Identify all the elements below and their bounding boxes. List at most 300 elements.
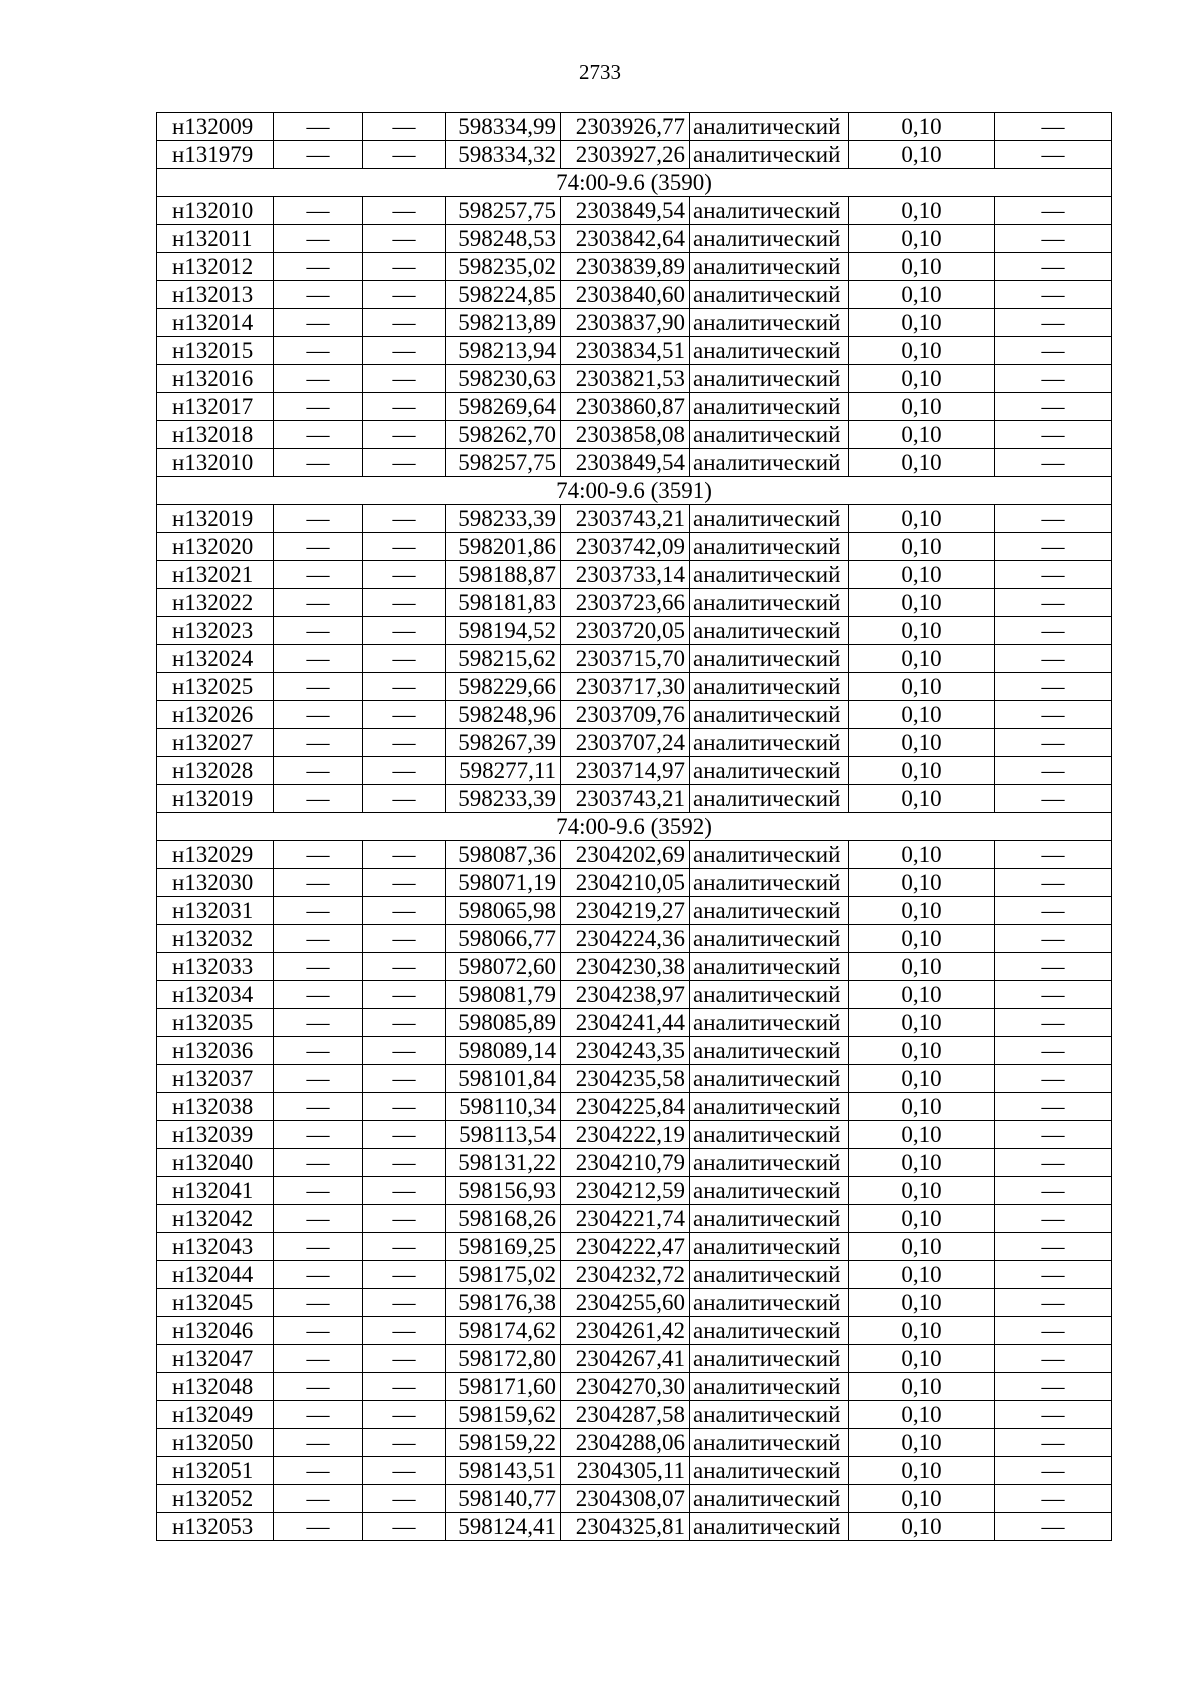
accuracy-cell: 0,10 (849, 785, 995, 813)
y-coordinate-cell: 2304325,81 (561, 1513, 690, 1541)
table-row (157, 869, 1112, 897)
description-cell: — (995, 1429, 1112, 1457)
y-coordinate-cell: 2304238,97 (561, 981, 690, 1009)
method-cell: аналитический (690, 589, 849, 617)
point-name-cell: н132020 (157, 533, 274, 561)
old-y-cell: — (363, 1373, 446, 1401)
old-y-cell: — (363, 925, 446, 953)
old-y-cell: — (363, 757, 446, 785)
point-name-cell: н132021 (157, 561, 274, 589)
method-cell: аналитический (690, 673, 849, 701)
old-y-cell: — (363, 589, 446, 617)
accuracy-cell: 0,10 (849, 1233, 995, 1261)
description-cell: — (995, 561, 1112, 589)
y-coordinate-cell: 2304230,38 (561, 953, 690, 981)
method-cell: аналитический (690, 1373, 849, 1401)
old-x-cell: — (274, 1149, 363, 1177)
old-y-cell: — (363, 393, 446, 421)
x-coordinate-cell: 598159,62 (446, 1401, 561, 1429)
x-coordinate-cell: 598174,62 (446, 1317, 561, 1345)
method-cell: аналитический (690, 1261, 849, 1289)
x-coordinate-cell: 598143,51 (446, 1457, 561, 1485)
point-name-cell: н132038 (157, 1093, 274, 1121)
table-row (157, 1429, 1112, 1457)
method-cell: аналитический (690, 197, 849, 225)
x-coordinate-cell: 598168,26 (446, 1205, 561, 1233)
description-cell: — (995, 645, 1112, 673)
method-cell: аналитический (690, 1485, 849, 1513)
table-row (157, 1093, 1112, 1121)
old-x-cell: — (274, 365, 363, 393)
table-row (157, 1037, 1112, 1065)
y-coordinate-cell: 2304225,84 (561, 1093, 690, 1121)
x-coordinate-cell: 598233,39 (446, 505, 561, 533)
x-coordinate-cell: 598140,77 (446, 1485, 561, 1513)
description-cell: — (995, 225, 1112, 253)
table-row (157, 309, 1112, 337)
description-cell: — (995, 701, 1112, 729)
x-coordinate-cell: 598224,85 (446, 281, 561, 309)
x-coordinate-cell: 598334,32 (446, 141, 561, 169)
description-cell: — (995, 589, 1112, 617)
old-x-cell: — (274, 561, 363, 589)
point-name-cell: н132046 (157, 1317, 274, 1345)
point-name-cell: н132010 (157, 449, 274, 477)
y-coordinate-cell: 2303860,87 (561, 393, 690, 421)
table-row (157, 225, 1112, 253)
description-cell: — (995, 421, 1112, 449)
accuracy-cell: 0,10 (849, 1065, 995, 1093)
old-y-cell: — (363, 785, 446, 813)
description-cell: — (995, 841, 1112, 869)
old-y-cell: — (363, 1261, 446, 1289)
x-coordinate-cell: 598257,75 (446, 197, 561, 225)
y-coordinate-cell: 2303849,54 (561, 197, 690, 225)
y-coordinate-cell: 2304267,41 (561, 1345, 690, 1373)
description-cell: — (995, 449, 1112, 477)
old-y-cell: — (363, 1037, 446, 1065)
point-name-cell: н132050 (157, 1429, 274, 1457)
method-cell: аналитический (690, 785, 849, 813)
method-cell: аналитический (690, 1401, 849, 1429)
method-cell: аналитический (690, 925, 849, 953)
accuracy-cell: 0,10 (849, 589, 995, 617)
description-cell: — (995, 1009, 1112, 1037)
accuracy-cell: 0,10 (849, 925, 995, 953)
accuracy-cell: 0,10 (849, 421, 995, 449)
old-y-cell: — (363, 897, 446, 925)
old-x-cell: — (274, 281, 363, 309)
description-cell: — (995, 505, 1112, 533)
accuracy-cell: 0,10 (849, 197, 995, 225)
description-cell: — (995, 925, 1112, 953)
y-coordinate-cell: 2304261,42 (561, 1317, 690, 1345)
table-row (157, 1065, 1112, 1093)
table-row (157, 113, 1112, 141)
table-row (157, 1261, 1112, 1289)
table-body (157, 113, 1112, 1541)
y-coordinate-cell: 2303733,14 (561, 561, 690, 589)
method-cell: аналитический (690, 505, 849, 533)
point-name-cell: н132028 (157, 757, 274, 785)
x-coordinate-cell: 598072,60 (446, 953, 561, 981)
point-name-cell: н132024 (157, 645, 274, 673)
y-coordinate-cell: 2303858,08 (561, 421, 690, 449)
method-cell: аналитический (690, 337, 849, 365)
method-cell: аналитический (690, 645, 849, 673)
old-y-cell: — (363, 505, 446, 533)
table-row (157, 981, 1112, 1009)
old-x-cell: — (274, 1373, 363, 1401)
old-x-cell: — (274, 225, 363, 253)
x-coordinate-cell: 598334,99 (446, 113, 561, 141)
description-cell: — (995, 1345, 1112, 1373)
old-y-cell: — (363, 449, 446, 477)
old-x-cell: — (274, 1401, 363, 1429)
table-row (157, 729, 1112, 757)
y-coordinate-cell: 2304270,30 (561, 1373, 690, 1401)
table-row (157, 757, 1112, 785)
y-coordinate-cell: 2303743,21 (561, 785, 690, 813)
accuracy-cell: 0,10 (849, 253, 995, 281)
old-y-cell: — (363, 1233, 446, 1261)
old-x-cell: — (274, 1093, 363, 1121)
old-y-cell: — (363, 141, 446, 169)
old-y-cell: — (363, 561, 446, 589)
x-coordinate-cell: 598181,83 (446, 589, 561, 617)
section-header-row (157, 813, 1112, 841)
accuracy-cell: 0,10 (849, 309, 995, 337)
coordinates-table (156, 112, 1112, 1541)
x-coordinate-cell: 598215,62 (446, 645, 561, 673)
method-cell: аналитический (690, 1317, 849, 1345)
old-x-cell: — (274, 1121, 363, 1149)
y-coordinate-cell: 2303717,30 (561, 673, 690, 701)
point-name-cell: н132023 (157, 617, 274, 645)
x-coordinate-cell: 598071,19 (446, 869, 561, 897)
point-name-cell: н132043 (157, 1233, 274, 1261)
method-cell: аналитический (690, 1429, 849, 1457)
y-coordinate-cell: 2304308,07 (561, 1485, 690, 1513)
old-x-cell: — (274, 645, 363, 673)
y-coordinate-cell: 2303839,89 (561, 253, 690, 281)
y-coordinate-cell: 2303834,51 (561, 337, 690, 365)
method-cell: аналитический (690, 421, 849, 449)
description-cell: — (995, 393, 1112, 421)
table-row (157, 1317, 1112, 1345)
description-cell: — (995, 365, 1112, 393)
table-row (157, 1121, 1112, 1149)
old-y-cell: — (363, 253, 446, 281)
method-cell: аналитический (690, 1177, 849, 1205)
x-coordinate-cell: 598213,89 (446, 309, 561, 337)
description-cell: — (995, 729, 1112, 757)
x-coordinate-cell: 598230,63 (446, 365, 561, 393)
x-coordinate-cell: 598175,02 (446, 1261, 561, 1289)
table-row (157, 421, 1112, 449)
x-coordinate-cell: 598110,34 (446, 1093, 561, 1121)
y-coordinate-cell: 2303723,66 (561, 589, 690, 617)
y-coordinate-cell: 2303714,97 (561, 757, 690, 785)
point-name-cell: н132012 (157, 253, 274, 281)
table-row (157, 701, 1112, 729)
old-x-cell: — (274, 1317, 363, 1345)
old-y-cell: — (363, 309, 446, 337)
old-x-cell: — (274, 589, 363, 617)
method-cell: аналитический (690, 533, 849, 561)
table-row (157, 1177, 1112, 1205)
y-coordinate-cell: 2303840,60 (561, 281, 690, 309)
accuracy-cell: 0,10 (849, 869, 995, 897)
method-cell: аналитический (690, 841, 849, 869)
old-x-cell: — (274, 309, 363, 337)
method-cell: аналитический (690, 365, 849, 393)
old-x-cell: — (274, 701, 363, 729)
accuracy-cell: 0,10 (849, 561, 995, 589)
table-row (157, 1205, 1112, 1233)
description-cell: — (995, 757, 1112, 785)
x-coordinate-cell: 598176,38 (446, 1289, 561, 1317)
old-x-cell: — (274, 673, 363, 701)
method-cell: аналитический (690, 1149, 849, 1177)
description-cell: — (995, 897, 1112, 925)
point-name-cell: н132045 (157, 1289, 274, 1317)
x-coordinate-cell: 598235,02 (446, 253, 561, 281)
description-cell: — (995, 1401, 1112, 1429)
description-cell: — (995, 1513, 1112, 1541)
old-y-cell: — (363, 1205, 446, 1233)
point-name-cell: н132049 (157, 1401, 274, 1429)
accuracy-cell: 0,10 (849, 113, 995, 141)
accuracy-cell: 0,10 (849, 141, 995, 169)
method-cell: аналитический (690, 981, 849, 1009)
table-row (157, 841, 1112, 869)
accuracy-cell: 0,10 (849, 449, 995, 477)
accuracy-cell: 0,10 (849, 1457, 995, 1485)
old-x-cell: — (274, 1429, 363, 1457)
point-name-cell: н132047 (157, 1345, 274, 1373)
accuracy-cell: 0,10 (849, 1317, 995, 1345)
table-row (157, 785, 1112, 813)
description-cell: — (995, 1065, 1112, 1093)
method-cell: аналитический (690, 897, 849, 925)
method-cell: аналитический (690, 953, 849, 981)
point-name-cell: н132035 (157, 1009, 274, 1037)
old-x-cell: — (274, 421, 363, 449)
point-name-cell: н132025 (157, 673, 274, 701)
old-y-cell: — (363, 421, 446, 449)
old-x-cell: — (274, 1513, 363, 1541)
old-y-cell: — (363, 645, 446, 673)
point-name-cell: н132044 (157, 1261, 274, 1289)
accuracy-cell: 0,10 (849, 953, 995, 981)
accuracy-cell: 0,10 (849, 365, 995, 393)
table-row (157, 141, 1112, 169)
old-x-cell: — (274, 1037, 363, 1065)
old-y-cell: — (363, 1009, 446, 1037)
old-x-cell: — (274, 1485, 363, 1513)
y-coordinate-cell: 2304222,19 (561, 1121, 690, 1149)
method-cell: аналитический (690, 113, 849, 141)
old-y-cell: — (363, 225, 446, 253)
y-coordinate-cell: 2304232,72 (561, 1261, 690, 1289)
old-y-cell: — (363, 1093, 446, 1121)
point-name-cell: н132048 (157, 1373, 274, 1401)
point-name-cell: н132026 (157, 701, 274, 729)
method-cell: аналитический (690, 253, 849, 281)
x-coordinate-cell: 598113,54 (446, 1121, 561, 1149)
point-name-cell: н132017 (157, 393, 274, 421)
old-x-cell: — (274, 1065, 363, 1093)
old-y-cell: — (363, 1149, 446, 1177)
x-coordinate-cell: 598085,89 (446, 1009, 561, 1037)
table-row (157, 337, 1112, 365)
y-coordinate-cell: 2304235,58 (561, 1065, 690, 1093)
old-x-cell: — (274, 253, 363, 281)
point-name-cell: н132030 (157, 869, 274, 897)
x-coordinate-cell: 598169,25 (446, 1233, 561, 1261)
x-coordinate-cell: 598081,79 (446, 981, 561, 1009)
table-row (157, 1289, 1112, 1317)
table-row (157, 393, 1112, 421)
table-row (157, 197, 1112, 225)
old-x-cell: — (274, 1177, 363, 1205)
y-coordinate-cell: 2303707,24 (561, 729, 690, 757)
method-cell: аналитический (690, 1121, 849, 1149)
x-coordinate-cell: 598213,94 (446, 337, 561, 365)
method-cell: аналитический (690, 309, 849, 337)
y-coordinate-cell: 2303926,77 (561, 113, 690, 141)
accuracy-cell: 0,10 (849, 617, 995, 645)
x-coordinate-cell: 598248,96 (446, 701, 561, 729)
y-coordinate-cell: 2304212,59 (561, 1177, 690, 1205)
accuracy-cell: 0,10 (849, 225, 995, 253)
x-coordinate-cell: 598159,22 (446, 1429, 561, 1457)
y-coordinate-cell: 2304222,47 (561, 1233, 690, 1261)
method-cell: аналитический (690, 1205, 849, 1233)
point-name-cell: н132051 (157, 1457, 274, 1485)
point-name-cell: н132018 (157, 421, 274, 449)
point-name-cell: н132032 (157, 925, 274, 953)
accuracy-cell: 0,10 (849, 1009, 995, 1037)
description-cell: — (995, 1373, 1112, 1401)
description-cell: — (995, 113, 1112, 141)
accuracy-cell: 0,10 (849, 1121, 995, 1149)
y-coordinate-cell: 2303743,21 (561, 505, 690, 533)
point-name-cell: н132011 (157, 225, 274, 253)
table-row (157, 1513, 1112, 1541)
old-y-cell: — (363, 1401, 446, 1429)
method-cell: аналитический (690, 1233, 849, 1261)
x-coordinate-cell: 598156,93 (446, 1177, 561, 1205)
old-x-cell: — (274, 197, 363, 225)
table-row (157, 953, 1112, 981)
old-x-cell: — (274, 337, 363, 365)
table-row (157, 925, 1112, 953)
method-cell: аналитический (690, 1345, 849, 1373)
accuracy-cell: 0,10 (849, 897, 995, 925)
table-row (157, 505, 1112, 533)
section-title: 74:00-9.6 (3592) (157, 813, 1112, 841)
point-name-cell: н132014 (157, 309, 274, 337)
description-cell: — (995, 673, 1112, 701)
accuracy-cell: 0,10 (849, 841, 995, 869)
old-x-cell: — (274, 533, 363, 561)
table-row (157, 449, 1112, 477)
table-row (157, 897, 1112, 925)
method-cell: аналитический (690, 1093, 849, 1121)
point-name-cell: н132041 (157, 1177, 274, 1205)
old-x-cell: — (274, 953, 363, 981)
y-coordinate-cell: 2303837,90 (561, 309, 690, 337)
accuracy-cell: 0,10 (849, 729, 995, 757)
description-cell: — (995, 1093, 1112, 1121)
table-row (157, 645, 1112, 673)
description-cell: — (995, 141, 1112, 169)
table-row (157, 1401, 1112, 1429)
point-name-cell: н132033 (157, 953, 274, 981)
point-name-cell: н132052 (157, 1485, 274, 1513)
x-coordinate-cell: 598277,11 (446, 757, 561, 785)
point-name-cell: н132010 (157, 197, 274, 225)
x-coordinate-cell: 598248,53 (446, 225, 561, 253)
point-name-cell: н132029 (157, 841, 274, 869)
old-y-cell: — (363, 1457, 446, 1485)
x-coordinate-cell: 598171,60 (446, 1373, 561, 1401)
point-name-cell: н132031 (157, 897, 274, 925)
old-y-cell: — (363, 113, 446, 141)
method-cell: аналитический (690, 1037, 849, 1065)
y-coordinate-cell: 2304219,27 (561, 897, 690, 925)
accuracy-cell: 0,10 (849, 505, 995, 533)
accuracy-cell: 0,10 (849, 673, 995, 701)
old-x-cell: — (274, 729, 363, 757)
point-name-cell: н132013 (157, 281, 274, 309)
accuracy-cell: 0,10 (849, 393, 995, 421)
table-row (157, 1345, 1112, 1373)
x-coordinate-cell: 598269,64 (446, 393, 561, 421)
old-y-cell: — (363, 281, 446, 309)
table-row (157, 533, 1112, 561)
x-coordinate-cell: 598089,14 (446, 1037, 561, 1065)
accuracy-cell: 0,10 (849, 1037, 995, 1065)
old-y-cell: — (363, 1177, 446, 1205)
accuracy-cell: 0,10 (849, 1485, 995, 1513)
description-cell: — (995, 953, 1112, 981)
y-coordinate-cell: 2304224,36 (561, 925, 690, 953)
old-x-cell: — (274, 113, 363, 141)
method-cell: аналитический (690, 757, 849, 785)
description-cell: — (995, 1037, 1112, 1065)
method-cell: аналитический (690, 225, 849, 253)
section-title: 74:00-9.6 (3590) (157, 169, 1112, 197)
old-y-cell: — (363, 1513, 446, 1541)
description-cell: — (995, 281, 1112, 309)
y-coordinate-cell: 2304255,60 (561, 1289, 690, 1317)
accuracy-cell: 0,10 (849, 1093, 995, 1121)
description-cell: — (995, 869, 1112, 897)
point-name-cell: н132040 (157, 1149, 274, 1177)
old-y-cell: — (363, 1317, 446, 1345)
point-name-cell: н132019 (157, 785, 274, 813)
page-number: 2733 (579, 60, 621, 84)
accuracy-cell: 0,10 (849, 1177, 995, 1205)
old-x-cell: — (274, 757, 363, 785)
y-coordinate-cell: 2304241,44 (561, 1009, 690, 1037)
method-cell: аналитический (690, 701, 849, 729)
method-cell: аналитический (690, 561, 849, 589)
y-coordinate-cell: 2303715,70 (561, 645, 690, 673)
